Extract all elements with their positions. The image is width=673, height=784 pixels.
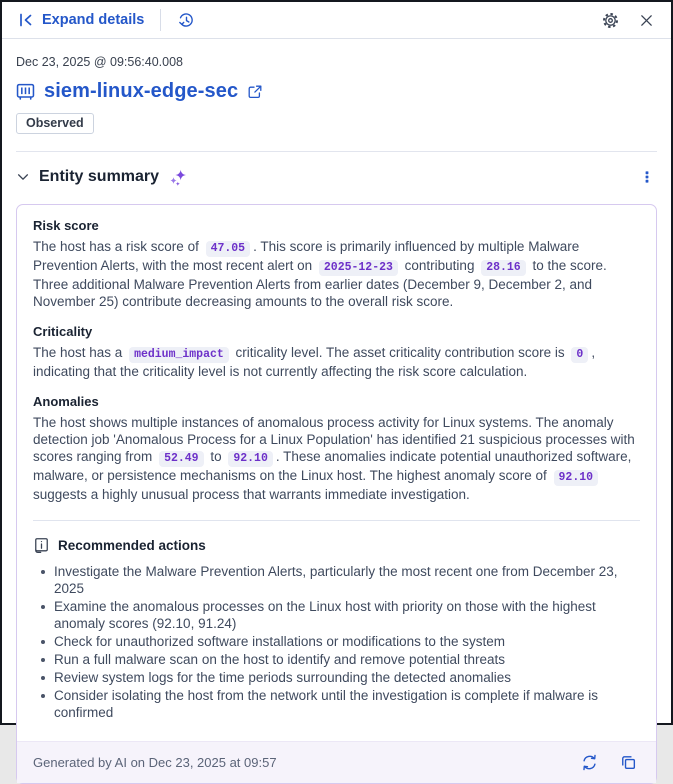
summary-panel-footer bbox=[17, 741, 656, 783]
entity-summary-accordion-toggle[interactable] bbox=[16, 168, 187, 187]
documentation-icon bbox=[33, 537, 50, 554]
code-value: 52.49 bbox=[159, 451, 204, 467]
settings-button[interactable] bbox=[599, 9, 622, 32]
risk-score-text: The host has a risk score of 47.05 . This score is primarily influenced by multiple Malware Prevention Alerts, with the most recent alert on 2025-12-23 contributing 28.16 to the score. Three additional Malware Prevention Alerts from earlier dates (December 9, December 2, and November 25) contribute decreasing amounts to the overall risk score. bbox=[33, 239, 607, 309]
anomalies-heading: Anomalies bbox=[33, 394, 99, 409]
code-value: 92.10 bbox=[554, 470, 599, 486]
expand-details-label: Expand details bbox=[42, 12, 145, 28]
refresh-icon bbox=[581, 754, 598, 771]
code-value: 2025-12-23 bbox=[319, 260, 398, 276]
event-timestamp: Dec 23, 2025 @ 09:56:40.008 bbox=[16, 55, 183, 69]
flyout-header-bar bbox=[2, 2, 671, 39]
arrow-start-expand-icon bbox=[18, 12, 34, 28]
panel-divider bbox=[33, 520, 640, 521]
close-flyout-button[interactable] bbox=[636, 10, 657, 31]
close-x-icon bbox=[639, 13, 654, 28]
section-divider bbox=[16, 151, 657, 152]
code-value: medium_impact bbox=[129, 347, 229, 363]
recommended-action-item: Examine the anomalous processes on the Linux host with priority on those with the highest anomaly scores (92.10, 91.24) bbox=[33, 598, 640, 632]
entity-summary-title: Entity summary bbox=[39, 168, 160, 185]
copy-icon bbox=[620, 754, 637, 771]
popout-external-link-icon[interactable] bbox=[247, 84, 263, 100]
expand-details-button[interactable] bbox=[16, 8, 146, 32]
boxes-vertical-menu-icon bbox=[640, 170, 654, 184]
recently-viewed-clock-icon bbox=[178, 12, 195, 29]
entity-summary-panel bbox=[16, 204, 657, 784]
criticality-heading: Criticality bbox=[33, 324, 93, 339]
copy-summary-button[interactable] bbox=[617, 751, 640, 774]
recommended-actions-list bbox=[33, 563, 640, 721]
criticality-text: The host has a medium_impact criticality level. The asset criticality contribution score is 0 , indicating that the criticality level is not currently affecting the risk score calculation. bbox=[33, 345, 596, 379]
anomalies-section bbox=[33, 394, 640, 503]
code-value: 47.05 bbox=[206, 241, 251, 257]
recommended-action-item: Check for unauthorized software installations or modifications to the system bbox=[33, 633, 640, 650]
gear-icon bbox=[602, 12, 619, 29]
flyout-body bbox=[2, 39, 671, 784]
recommended-action-item: Review system logs for the time periods surrounding the detected anomalies bbox=[33, 669, 640, 686]
ai-sparkles-icon bbox=[168, 168, 187, 187]
recommended-action-item: Consider isolating the host from the network until the investigation is complete if malware is confirmed bbox=[33, 687, 640, 721]
recommended-action-item: Investigate the Malware Prevention Alerts, particularly the most recent one from December 23, 2025 bbox=[33, 563, 640, 597]
chevron-down-icon bbox=[16, 170, 30, 184]
history-button[interactable] bbox=[175, 9, 198, 32]
storage-host-icon bbox=[16, 82, 35, 101]
generated-by-ai-label: Generated by AI on Dec 23, 2025 at 09:57 bbox=[33, 755, 277, 770]
entity-name-link[interactable]: siem-linux-edge-sec bbox=[44, 80, 239, 102]
risk-score-section bbox=[33, 218, 640, 310]
recommended-actions-heading: Recommended actions bbox=[58, 538, 206, 553]
code-value: 0 bbox=[571, 347, 588, 363]
regenerate-summary-button[interactable] bbox=[578, 751, 601, 774]
risk-score-heading: Risk score bbox=[33, 218, 99, 233]
observed-status-badge: Observed bbox=[16, 113, 94, 134]
code-value: 92.10 bbox=[228, 451, 273, 467]
recommended-action-item: Run a full malware scan on the host to identify and remove potential threats bbox=[33, 651, 640, 668]
anomalies-text: The host shows multiple instances of anomalous process activity for Linux systems. The anomaly detection job 'Anomalous Process for a Linux Population' has identified 21 suspicious processes with scores ranging from 52.49 to 92.10 . These anomalies indicate potential unauthorized software, malware, or persistence mechanisms on the Linux host. The highest anomaly score of 92.10 suggests a highly unusual process that warrants immediate investigation. bbox=[33, 415, 635, 502]
criticality-section bbox=[33, 324, 640, 380]
code-value: 28.16 bbox=[481, 260, 526, 276]
header-divider bbox=[160, 9, 161, 31]
entity-summary-options-button[interactable] bbox=[637, 167, 657, 187]
